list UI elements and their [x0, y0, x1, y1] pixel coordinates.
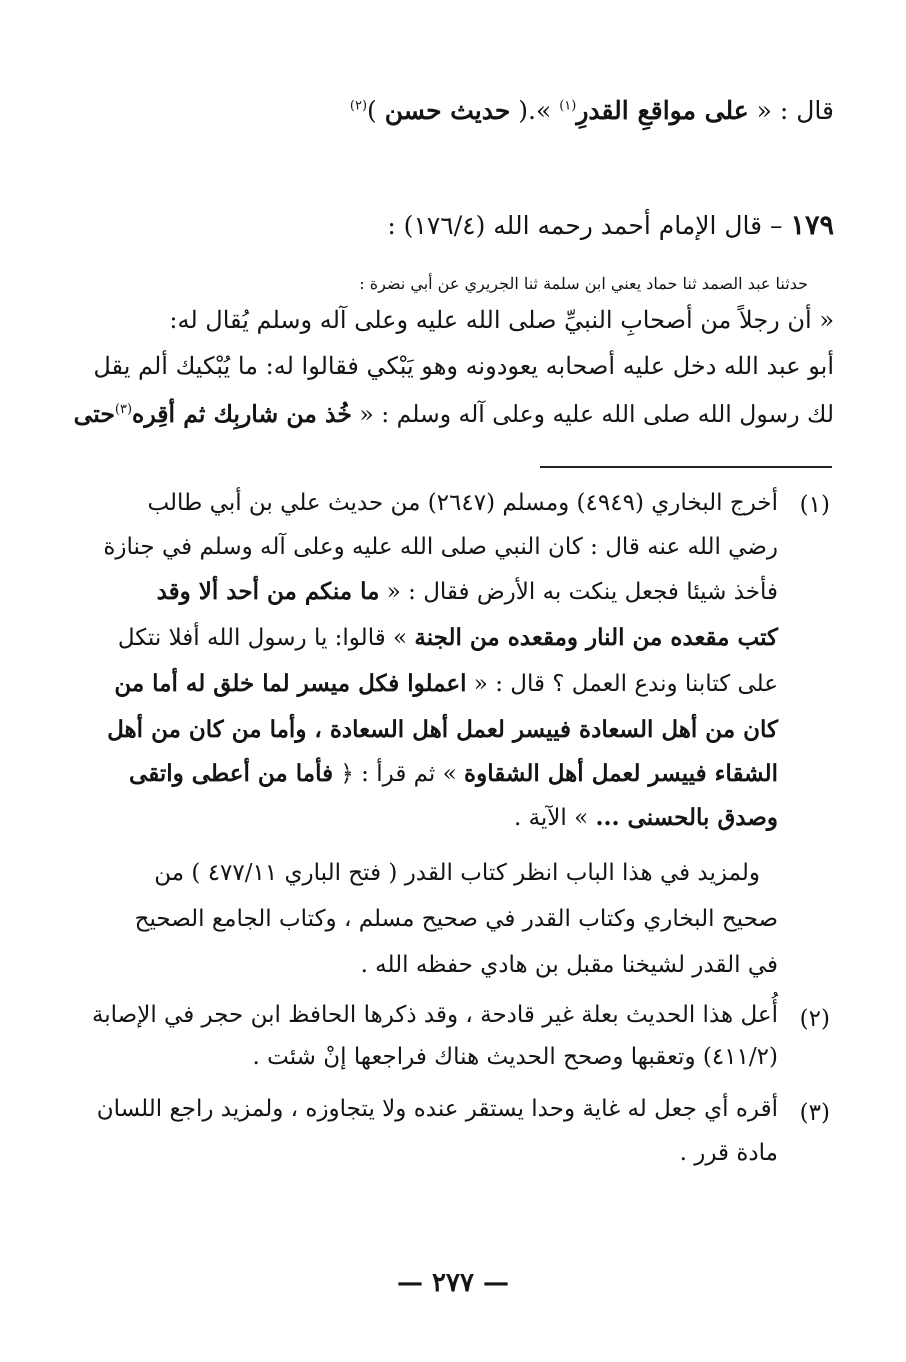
- footnote-ref-3[interactable]: (٣): [114, 402, 133, 418]
- fn1-line-8-plain: » الآية .: [513, 805, 596, 831]
- footnote-1-marker: (١): [799, 492, 830, 518]
- fn1-line-4-plain: » قالوا: يا رسول الله أفلا نتكل: [117, 625, 415, 651]
- fn1-line-5: [114, 670, 778, 697]
- matn-line-2: أبو عبد الله دخل عليه أصحابه يعودونه وهو يَبْكي فقالوا له: ما يُبْكيك ألم يقل: [93, 352, 834, 380]
- fn1-line-7-plain: » ثم قرأ : ﴿: [333, 761, 465, 787]
- fn1-line-3: [157, 578, 778, 605]
- fn1-line-8: [514, 804, 778, 831]
- top-line: [350, 96, 834, 125]
- fn1-line-1: أخرج البخاري (٤٩٤٩) ومسلم (٢٦٤٧) من حديث علي بن أبي طالب: [147, 490, 778, 516]
- hadith-grade: حديث حسن: [384, 96, 511, 125]
- footnote-3-marker: (٣): [799, 1100, 830, 1126]
- fn3-line-1: أقره أي جعل له غاية وحدا يستقر عنده ولا يتجاوزه ، ولمزيد راجع اللسان: [96, 1096, 778, 1122]
- fn1-para2-line-2: صحيح البخاري وكتاب القدر في صحيح مسلم ، وكتاب الجامع الصحيح: [134, 906, 778, 932]
- footnote-ref-2[interactable]: (٢): [349, 98, 368, 114]
- fn1-line-5-bold: اعملوا فكل ميسر لما خلق له أما من: [114, 670, 467, 697]
- fn1-line-6: كان من أهل السعادة فييسر لعمل أهل السعادة ، وأما من كان من أهل: [107, 716, 778, 743]
- top-prefix: قال : «: [748, 96, 834, 125]
- matn-line-3-bold: خُذ من شاربِك ثم أقِره: [132, 400, 352, 428]
- top-quote: على مواقعِ القدرِ: [576, 96, 749, 125]
- top-middle: ».(: [510, 96, 560, 125]
- fn1-para2-line-1: ولمزيد في هذا الباب انظر كتاب القدر ( فتح الباري ٤٧٧/١١ ) من: [154, 860, 760, 886]
- fn1-line-7: [129, 760, 778, 787]
- top-close: ): [367, 96, 385, 125]
- hadith-number: ١٧٩: [790, 210, 834, 241]
- matn-line-3-plain: لك رسول الله صلى الله عليه وعلى آله وسلم : «: [351, 400, 834, 428]
- matn-line-1: « أن رجلاً من أصحابِ النبيِّ صلى الله عليه وعلى آله وسلم يُقال له:: [169, 306, 834, 334]
- fn1-line-5-plain: على كتابنا وندع العمل ؟ قال : «: [466, 671, 778, 697]
- fn1-line-4-bold: كتب مقعده من النار ومقعده من الجنة: [414, 624, 778, 651]
- footnote-2-marker: (٢): [799, 1006, 830, 1032]
- page-number: — ٢٧٧ —: [396, 1268, 510, 1298]
- fn3-line-2: مادة قرر .: [679, 1140, 778, 1166]
- hadith-heading: [387, 210, 834, 241]
- footnote-separator: [540, 466, 832, 468]
- fn1-para2-line-3: في القدر لشيخنا مقبل بن هادي حفظه الله .: [360, 952, 778, 978]
- fn1-line-2: رضي الله عنه قال : كان النبي صلى الله عليه وعلى آله وسلم في جنازة: [103, 534, 778, 560]
- footnote-ref-1[interactable]: (١): [559, 98, 577, 114]
- fn1-line-3-plain: فأخذ شيئا فجعل ينكت به الأرض فقال : «: [379, 579, 778, 605]
- fn1-line-8-bold: وصدق بالحسنى ...: [595, 804, 778, 831]
- fn2-line-1: أُعل هذا الحديث بعلة غير قادحة ، وقد ذكرها الحافظ ابن حجر في الإصابة: [91, 1002, 778, 1028]
- fn1-line-7-bold: الشقاء فييسر لعمل أهل الشقاوة: [464, 760, 778, 787]
- matn-line-3: [74, 400, 834, 428]
- isnad: حدثنا عبد الصمد ثنا حماد يعني ابن سلمة ثنا الجريري عن أبي نضرة :: [359, 274, 808, 293]
- fn1-line-4: [118, 624, 778, 651]
- fn2-line-2: (٤١١/٢) وتعقبها وصحح الحديث هناك فراجعها إنْ شئت .: [252, 1044, 778, 1070]
- matn-line-3-end: حتى: [73, 400, 115, 428]
- hadith-heading-text: – قال الإمام أحمد رحمه الله (١٧٦/٤) :: [387, 211, 791, 240]
- fn1-line-7-bold-2: فأما من أعطى واتقى: [129, 760, 334, 787]
- fn1-line-3-bold: ما منكم من أحد ألا وقد: [156, 578, 380, 605]
